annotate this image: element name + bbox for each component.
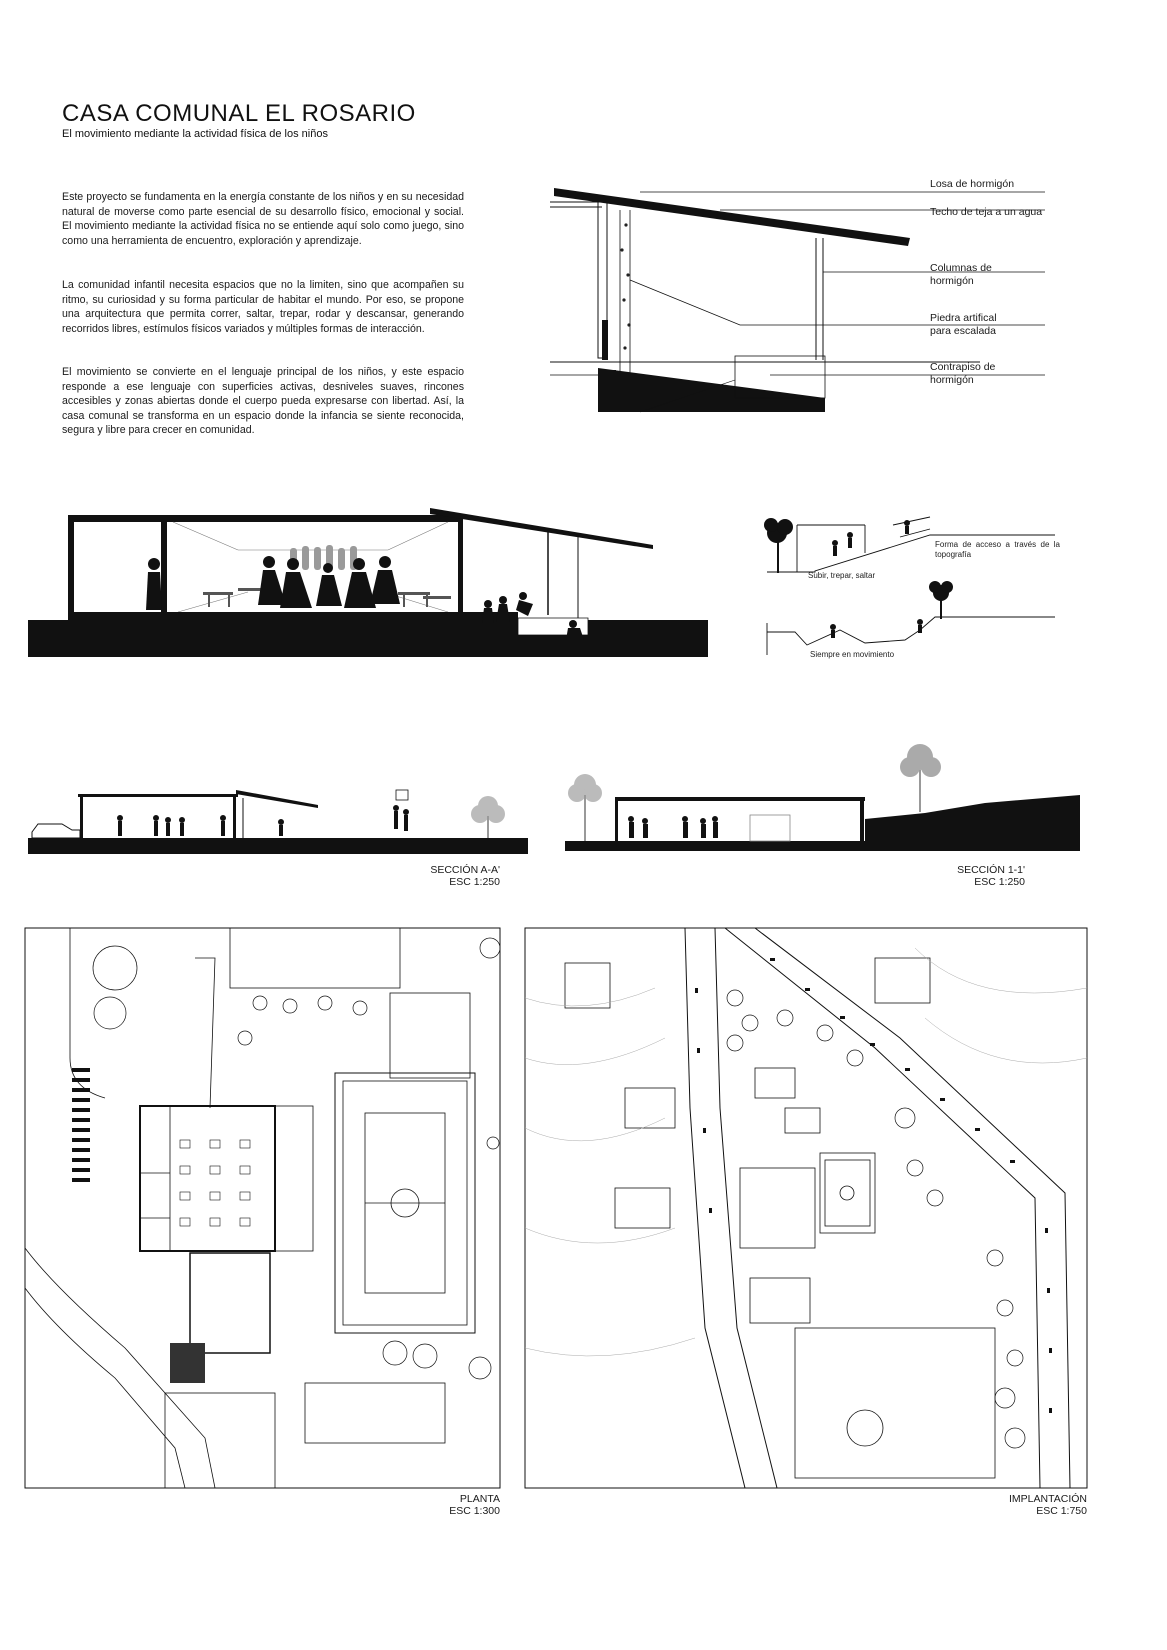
topography-access-diagram (755, 505, 1055, 675)
label-losa: Losa de hormigón (930, 178, 1015, 190)
perspective-section-drawing (28, 500, 708, 660)
note-climb: Subir, trepar, saltar (808, 571, 876, 580)
label-piedra: Piedra artifical para escalada (930, 312, 997, 337)
floor-plan-drawing (25, 928, 500, 1488)
section-1-drawing (565, 735, 1080, 855)
intro-paragraph-1: Este proyecto se fundamenta en la energía constante de los niños y en su necesidad natural de moverse como parte esencial de su desarrollo físico, emocional y social. El movimiento mediante la actividad física no se entiende aquí solo como juego, sino como una herramienta de encuentro, exploración y aprendizaje. (62, 191, 464, 247)
section-a-drawing (28, 780, 528, 855)
caption-section-a: SECCIÓN A-A' (430, 864, 500, 876)
note-access: Forma de acceso a través de la topografía (935, 540, 1060, 559)
label-columnas: Columnas de hormigón (930, 262, 992, 287)
site-plan-drawing (525, 928, 1087, 1488)
caption-plan-scale: ESC 1:300 (449, 1505, 500, 1517)
caption-section-a-scale: ESC 1:250 (449, 876, 500, 888)
caption-section-1-scale: ESC 1:250 (974, 876, 1025, 888)
page-subtitle: El movimiento mediante la actividad física de los niños (62, 128, 328, 140)
label-techo: Techo de teja a un agua (930, 206, 1043, 218)
intro-paragraph-2: La comunidad infantil necesita espacios que no la limiten, sino que acompañen su ritmo, su curiosidad y su forma particular de habitar el mundo. Por eso, se propone una arquitectura que permita correr, saltar, trepar, rodar y descansar, generando recorridos libres, estímulos físicos variados y múltiples formas de interacción. (62, 279, 464, 335)
label-contrapiso: Contrapiso de hormigón (930, 361, 996, 386)
page-title: CASA COMUNAL EL ROSARIO (62, 100, 416, 127)
caption-site-scale: ESC 1:750 (1036, 1505, 1087, 1517)
note-moving: Siempre en movimiento (810, 650, 895, 659)
caption-plan: PLANTA (459, 1493, 500, 1505)
intro-paragraph-3: El movimiento se convierte en el lenguaje principal de los niños, y este espacio responde a ese lenguaje con superficies activas, desniveles suaves, rincones accesibles y zonas abiertas donde el cuerpo pueda expresarse con libertad. Así, la casa comunal se transforma en un espacio donde la infancia se siente reconocida, segura y libre para crecer en comunidad. (62, 366, 464, 437)
caption-section-1: SECCIÓN 1-1' (957, 864, 1025, 876)
caption-site: IMPLANTACIÓN (1009, 1493, 1087, 1505)
